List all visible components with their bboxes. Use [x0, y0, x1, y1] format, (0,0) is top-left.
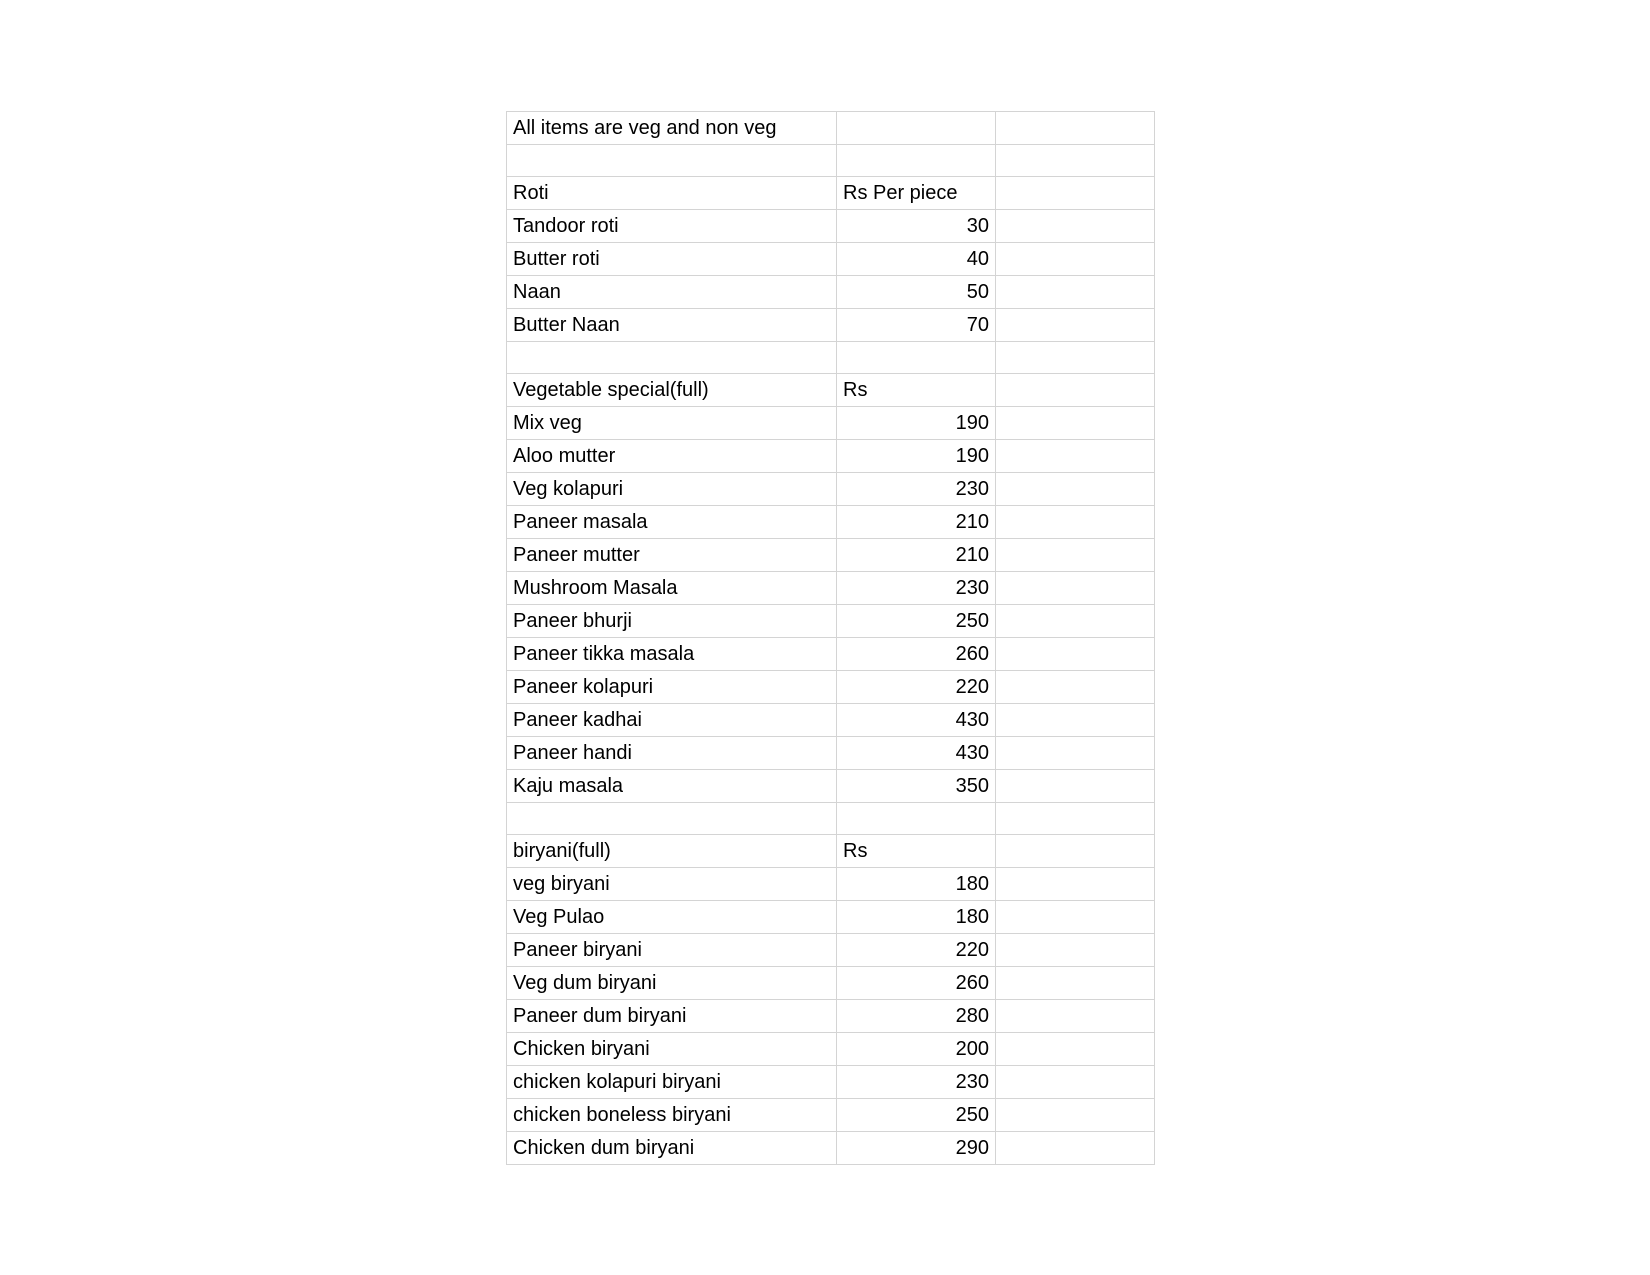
item-name-cell: Paneer kadhai: [507, 704, 837, 737]
table-row: [507, 276, 1155, 309]
empty-cell: [996, 868, 1155, 901]
item-name-cell: biryani(full): [507, 835, 837, 868]
item-name-cell: Veg dum biryani: [507, 967, 837, 1000]
price-header-cell: [837, 803, 996, 835]
item-name-cell: chicken boneless biryani: [507, 1099, 837, 1132]
item-name-cell: Butter Naan: [507, 309, 837, 342]
price-cell: 180: [837, 868, 996, 901]
table-row: [507, 901, 1155, 934]
price-cell: 220: [837, 934, 996, 967]
table-row: [507, 803, 1155, 835]
table-row: [507, 1132, 1155, 1165]
table-row: [507, 342, 1155, 374]
item-name-cell: [507, 342, 837, 374]
item-name-cell: Paneer biryani: [507, 934, 837, 967]
table-row: [507, 145, 1155, 177]
price-header-cell: [837, 342, 996, 374]
table-row: [507, 737, 1155, 770]
price-cell: 180: [837, 901, 996, 934]
table-row: [507, 638, 1155, 671]
price-header-cell: [837, 112, 996, 145]
table-row: [507, 1099, 1155, 1132]
price-header-cell: Rs: [837, 835, 996, 868]
table-row: [507, 243, 1155, 276]
empty-cell: [996, 671, 1155, 704]
table-row: [507, 407, 1155, 440]
table-row: [507, 770, 1155, 803]
empty-cell: [996, 440, 1155, 473]
item-name-cell: Paneer dum biryani: [507, 1000, 837, 1033]
item-name-cell: [507, 145, 837, 177]
table-row: [507, 967, 1155, 1000]
price-cell: 200: [837, 1033, 996, 1066]
price-cell: 430: [837, 737, 996, 770]
item-name-cell: Roti: [507, 177, 837, 210]
item-name-cell: Kaju masala: [507, 770, 837, 803]
empty-cell: [996, 934, 1155, 967]
price-cell: 70: [837, 309, 996, 342]
price-cell: 230: [837, 1066, 996, 1099]
price-cell: 190: [837, 407, 996, 440]
empty-cell: [996, 407, 1155, 440]
empty-cell: [996, 1132, 1155, 1165]
empty-cell: [996, 901, 1155, 934]
table-row: [507, 671, 1155, 704]
empty-cell: [996, 243, 1155, 276]
table-row: [507, 572, 1155, 605]
empty-cell: [996, 1099, 1155, 1132]
price-cell: 210: [837, 539, 996, 572]
item-name-cell: Chicken dum biryani: [507, 1132, 837, 1165]
empty-cell: [996, 803, 1155, 835]
empty-cell: [996, 572, 1155, 605]
empty-cell: [996, 835, 1155, 868]
table-row: [507, 1000, 1155, 1033]
item-name-cell: Paneer bhurji: [507, 605, 837, 638]
table-row: [507, 539, 1155, 572]
price-cell: 290: [837, 1132, 996, 1165]
price-cell: 260: [837, 638, 996, 671]
empty-cell: [996, 967, 1155, 1000]
table-row: [507, 868, 1155, 901]
item-name-cell: Paneer handi: [507, 737, 837, 770]
empty-cell: [996, 309, 1155, 342]
table-row: [507, 1033, 1155, 1066]
price-cell: 430: [837, 704, 996, 737]
menu-table: [506, 111, 1155, 1165]
table-row: [507, 374, 1155, 407]
price-cell: 280: [837, 1000, 996, 1033]
item-name-cell: Paneer tikka masala: [507, 638, 837, 671]
price-cell: 230: [837, 473, 996, 506]
empty-cell: [996, 1066, 1155, 1099]
item-name-cell: Veg kolapuri: [507, 473, 837, 506]
item-name-cell: Mix veg: [507, 407, 837, 440]
table-row: [507, 177, 1155, 210]
item-name-cell: Vegetable special(full): [507, 374, 837, 407]
price-cell: 230: [837, 572, 996, 605]
price-cell: 250: [837, 1099, 996, 1132]
item-name-cell: Naan: [507, 276, 837, 309]
item-name-cell: veg biryani: [507, 868, 837, 901]
table-row: [507, 440, 1155, 473]
price-header-cell: [837, 145, 996, 177]
price-cell: 250: [837, 605, 996, 638]
empty-cell: [996, 210, 1155, 243]
empty-cell: [996, 145, 1155, 177]
empty-cell: [996, 506, 1155, 539]
empty-cell: [996, 770, 1155, 803]
price-cell: 40: [837, 243, 996, 276]
empty-cell: [996, 374, 1155, 407]
item-name-cell: Tandoor roti: [507, 210, 837, 243]
item-name-cell: [507, 803, 837, 835]
table-row: [507, 934, 1155, 967]
empty-cell: [996, 276, 1155, 309]
empty-cell: [996, 1033, 1155, 1066]
item-name-cell: Paneer masala: [507, 506, 837, 539]
price-header-cell: Rs: [837, 374, 996, 407]
price-cell: 50: [837, 276, 996, 309]
empty-cell: [996, 112, 1155, 145]
price-cell: 30: [837, 210, 996, 243]
price-cell: 210: [837, 506, 996, 539]
price-cell: 350: [837, 770, 996, 803]
empty-cell: [996, 342, 1155, 374]
item-name-cell: Mushroom Masala: [507, 572, 837, 605]
price-cell: 220: [837, 671, 996, 704]
menu-table-body: [507, 112, 1155, 1165]
item-name-cell: Chicken biryani: [507, 1033, 837, 1066]
item-name-cell: All items are veg and non veg: [507, 112, 837, 145]
table-row: [507, 112, 1155, 145]
empty-cell: [996, 605, 1155, 638]
empty-cell: [996, 704, 1155, 737]
empty-cell: [996, 737, 1155, 770]
item-name-cell: Aloo mutter: [507, 440, 837, 473]
empty-cell: [996, 638, 1155, 671]
price-cell: 260: [837, 967, 996, 1000]
table-row: [507, 309, 1155, 342]
item-name-cell: Paneer mutter: [507, 539, 837, 572]
item-name-cell: Butter roti: [507, 243, 837, 276]
empty-cell: [996, 177, 1155, 210]
empty-cell: [996, 1000, 1155, 1033]
table-row: [507, 210, 1155, 243]
empty-cell: [996, 539, 1155, 572]
item-name-cell: chicken kolapuri biryani: [507, 1066, 837, 1099]
item-name-cell: Paneer kolapuri: [507, 671, 837, 704]
table-row: [507, 473, 1155, 506]
table-row: [507, 506, 1155, 539]
empty-cell: [996, 473, 1155, 506]
price-cell: 190: [837, 440, 996, 473]
item-name-cell: Veg Pulao: [507, 901, 837, 934]
table-row: [507, 1066, 1155, 1099]
table-row: [507, 605, 1155, 638]
table-row: [507, 835, 1155, 868]
price-header-cell: Rs Per piece: [837, 177, 996, 210]
table-row: [507, 704, 1155, 737]
